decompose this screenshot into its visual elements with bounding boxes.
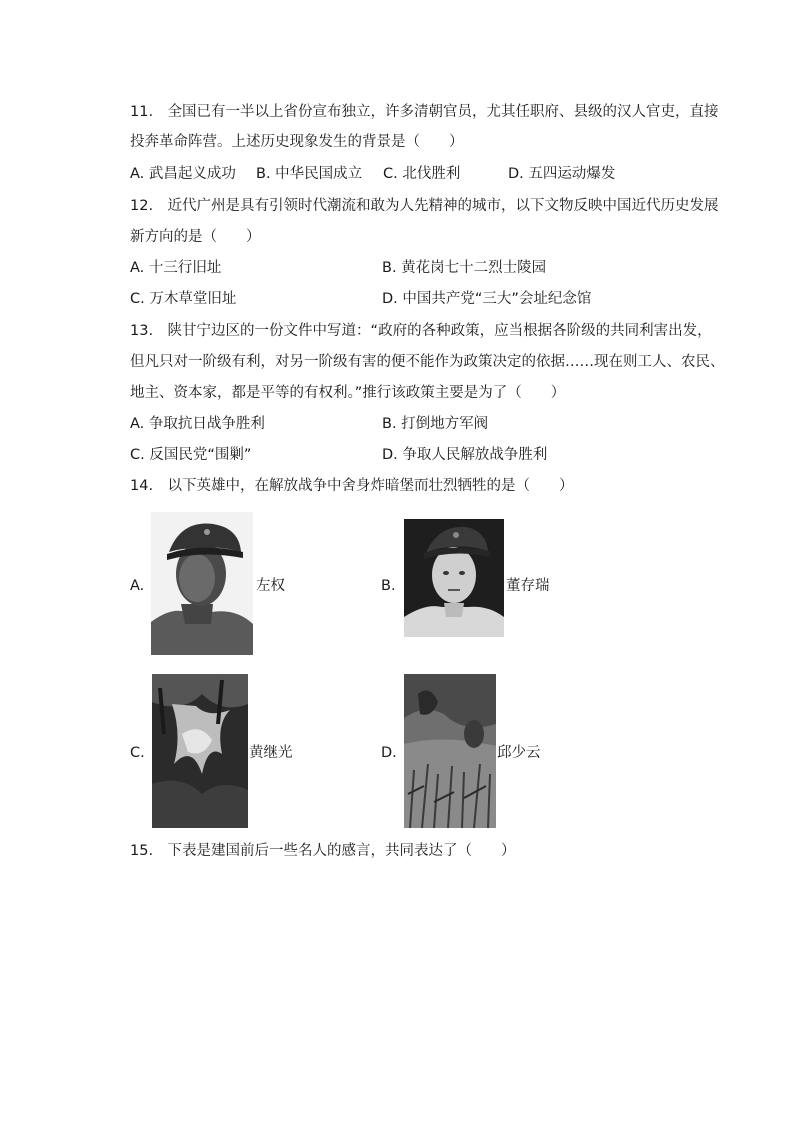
q13-option-b: B. 打倒地方军阀 (382, 416, 489, 432)
q11-option-c: C. 北伐胜利 (383, 166, 461, 182)
q12-option-b: B. 黄花岗七十二烈士陵园 (382, 260, 547, 276)
q14-option-a-letter: A. (130, 578, 145, 594)
q12-stem-line1: 12. 近代广州是具有引领时代潮流和敢为人先精神的城市，以下文物反映中国近代历史发展 (130, 198, 719, 214)
q13-option-a: A. 争取抗日战争胜利 (130, 416, 265, 432)
q13-option-c: C. 反国民党“围剿” (130, 447, 252, 463)
q11-option-b: B. 中华民国成立 (256, 166, 363, 182)
q13-stem-line3: 地主、资本家，都是平等的有权利。”推行该政策主要是为了（ ） (130, 385, 566, 401)
q13-option-d: D. 争取人民解放战争胜利 (382, 447, 548, 463)
q14-option-a-name: 左权 (256, 578, 285, 594)
q12-option-a: A. 十三行旧址 (130, 260, 222, 276)
q14-option-d-name: 邱少云 (497, 745, 541, 761)
portrait-photo-a (151, 512, 253, 655)
q13-stem-line2: 但凡只对一阶级有利，对另一阶级有害的便不能作为政策决定的依据……现在则工人、农民、 (130, 354, 725, 370)
q15-stem-line1: 15. 下表是建国前后一些名人的感言，共同表达了（ ） (130, 843, 516, 859)
q11-stem-line1: 11. 全国已有一半以上省份宣布独立，许多清朝官员，尤其任职府、县级的汉人官吏，直接 (130, 104, 719, 120)
painting-photo-d (404, 674, 496, 828)
q14-option-c-name: 黄继光 (249, 745, 293, 761)
q14-option-c-letter: C. (130, 745, 145, 761)
q11-option-a: A. 武昌起义成功 (130, 166, 236, 182)
painting-photo-c (152, 674, 248, 828)
q14-option-b-letter: B. (381, 578, 396, 594)
q12-option-c: C. 万木草堂旧址 (130, 291, 237, 307)
q14-option-d-letter: D. (381, 745, 397, 761)
q11-option-d: D. 五四运动爆发 (508, 166, 616, 182)
portrait-photo-b (404, 519, 504, 637)
q13-stem-line1: 13. 陕甘宁边区的一份文件中写道：“政府的各种政策，应当根据各阶级的共同利害出发， (130, 323, 712, 339)
q12-option-d: D. 中国共产党“三大”会址纪念馆 (382, 291, 592, 307)
q14-stem-line1: 14. 以下英雄中，在解放战争中舍身炸暗堡而壮烈牺牲的是（ ） (130, 478, 574, 494)
q14-option-b-name: 董存瑞 (506, 578, 550, 594)
q11-stem-line2: 投奔革命阵营。上述历史现象发生的背景是（ ） (130, 134, 464, 150)
q12-stem-line2: 新方向的是（ ） (130, 229, 261, 245)
